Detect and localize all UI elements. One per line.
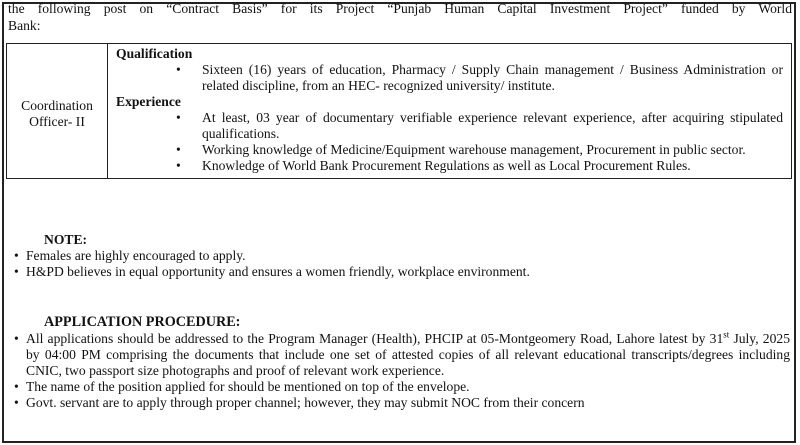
bullet-icon: • <box>14 379 19 394</box>
bullet-icon: • <box>14 248 19 263</box>
bullet-icon: • <box>176 158 181 173</box>
bullet-icon: • <box>176 110 181 125</box>
intro-text: the following post on “Contract Basis” for its Project “Punjab Human Capital Investment Project” funded by World <box>8 1 792 16</box>
bullet-icon: • <box>176 142 181 157</box>
post-name-cell <box>7 44 108 179</box>
list-item: • Females are highly encouraged to apply. <box>14 248 246 263</box>
qualification-list <box>116 62 783 94</box>
list-item: • At least, 03 year of documentary verifiable experience relevant experience, after acquiring stipulated qualifications. <box>176 110 783 141</box>
list-item: • H&PD believes in equal opportunity and ensures a women friendly, workplace environment. <box>14 264 530 279</box>
bullet-icon: • <box>14 264 19 279</box>
list-item: • Knowledge of World Bank Procurement Regulations as well as Local Procurement Rules. <box>176 158 691 173</box>
experience-list <box>116 110 783 174</box>
procedure-list <box>14 331 790 411</box>
bullet-icon: • <box>176 62 181 77</box>
bullet-icon: • <box>14 395 19 410</box>
list-item: • The name of the position applied for should be mentioned on top of the envelope. <box>14 379 470 394</box>
note-heading: NOTE: <box>44 232 88 247</box>
list-item: • Working knowledge of Medicine/Equipment warehouse management, Procurement in public sector. <box>176 142 746 157</box>
bullet-icon: • <box>14 331 19 346</box>
post-name-line1: Coordination <box>21 98 93 113</box>
list-item: • All applications should be addressed to the Program Manager (Health), PHCIP at 05-Montgeomery Road, Lahore latest by 31st July, 2025 by 04:00 PM comprising the documents that include one set of attested copies of all relevant educational transcripts/degrees including CNIC, two passport size photographs and proof of relevant work experience. <box>14 329 790 378</box>
post-table <box>6 43 792 179</box>
note-list <box>14 248 790 280</box>
qualification-heading: Qualification <box>116 46 193 61</box>
intro-text-continued: Bank: <box>8 18 41 33</box>
post-details-cell <box>108 44 792 179</box>
post-name-line2: Officer- II <box>29 114 85 129</box>
procedure-heading: APPLICATION PROCEDURE: <box>44 314 241 330</box>
experience-heading: Experience <box>116 94 181 109</box>
list-item: • Sixteen (16) years of education, Pharmacy / Supply Chain management / Business Administration or related discipline, from an HEC- recognized university/ institute. <box>176 62 783 93</box>
list-item: • Govt. servant are to apply through proper channel; however, they may submit NOC from their concern <box>14 395 585 410</box>
date-ordinal-suffix: st <box>723 329 730 340</box>
